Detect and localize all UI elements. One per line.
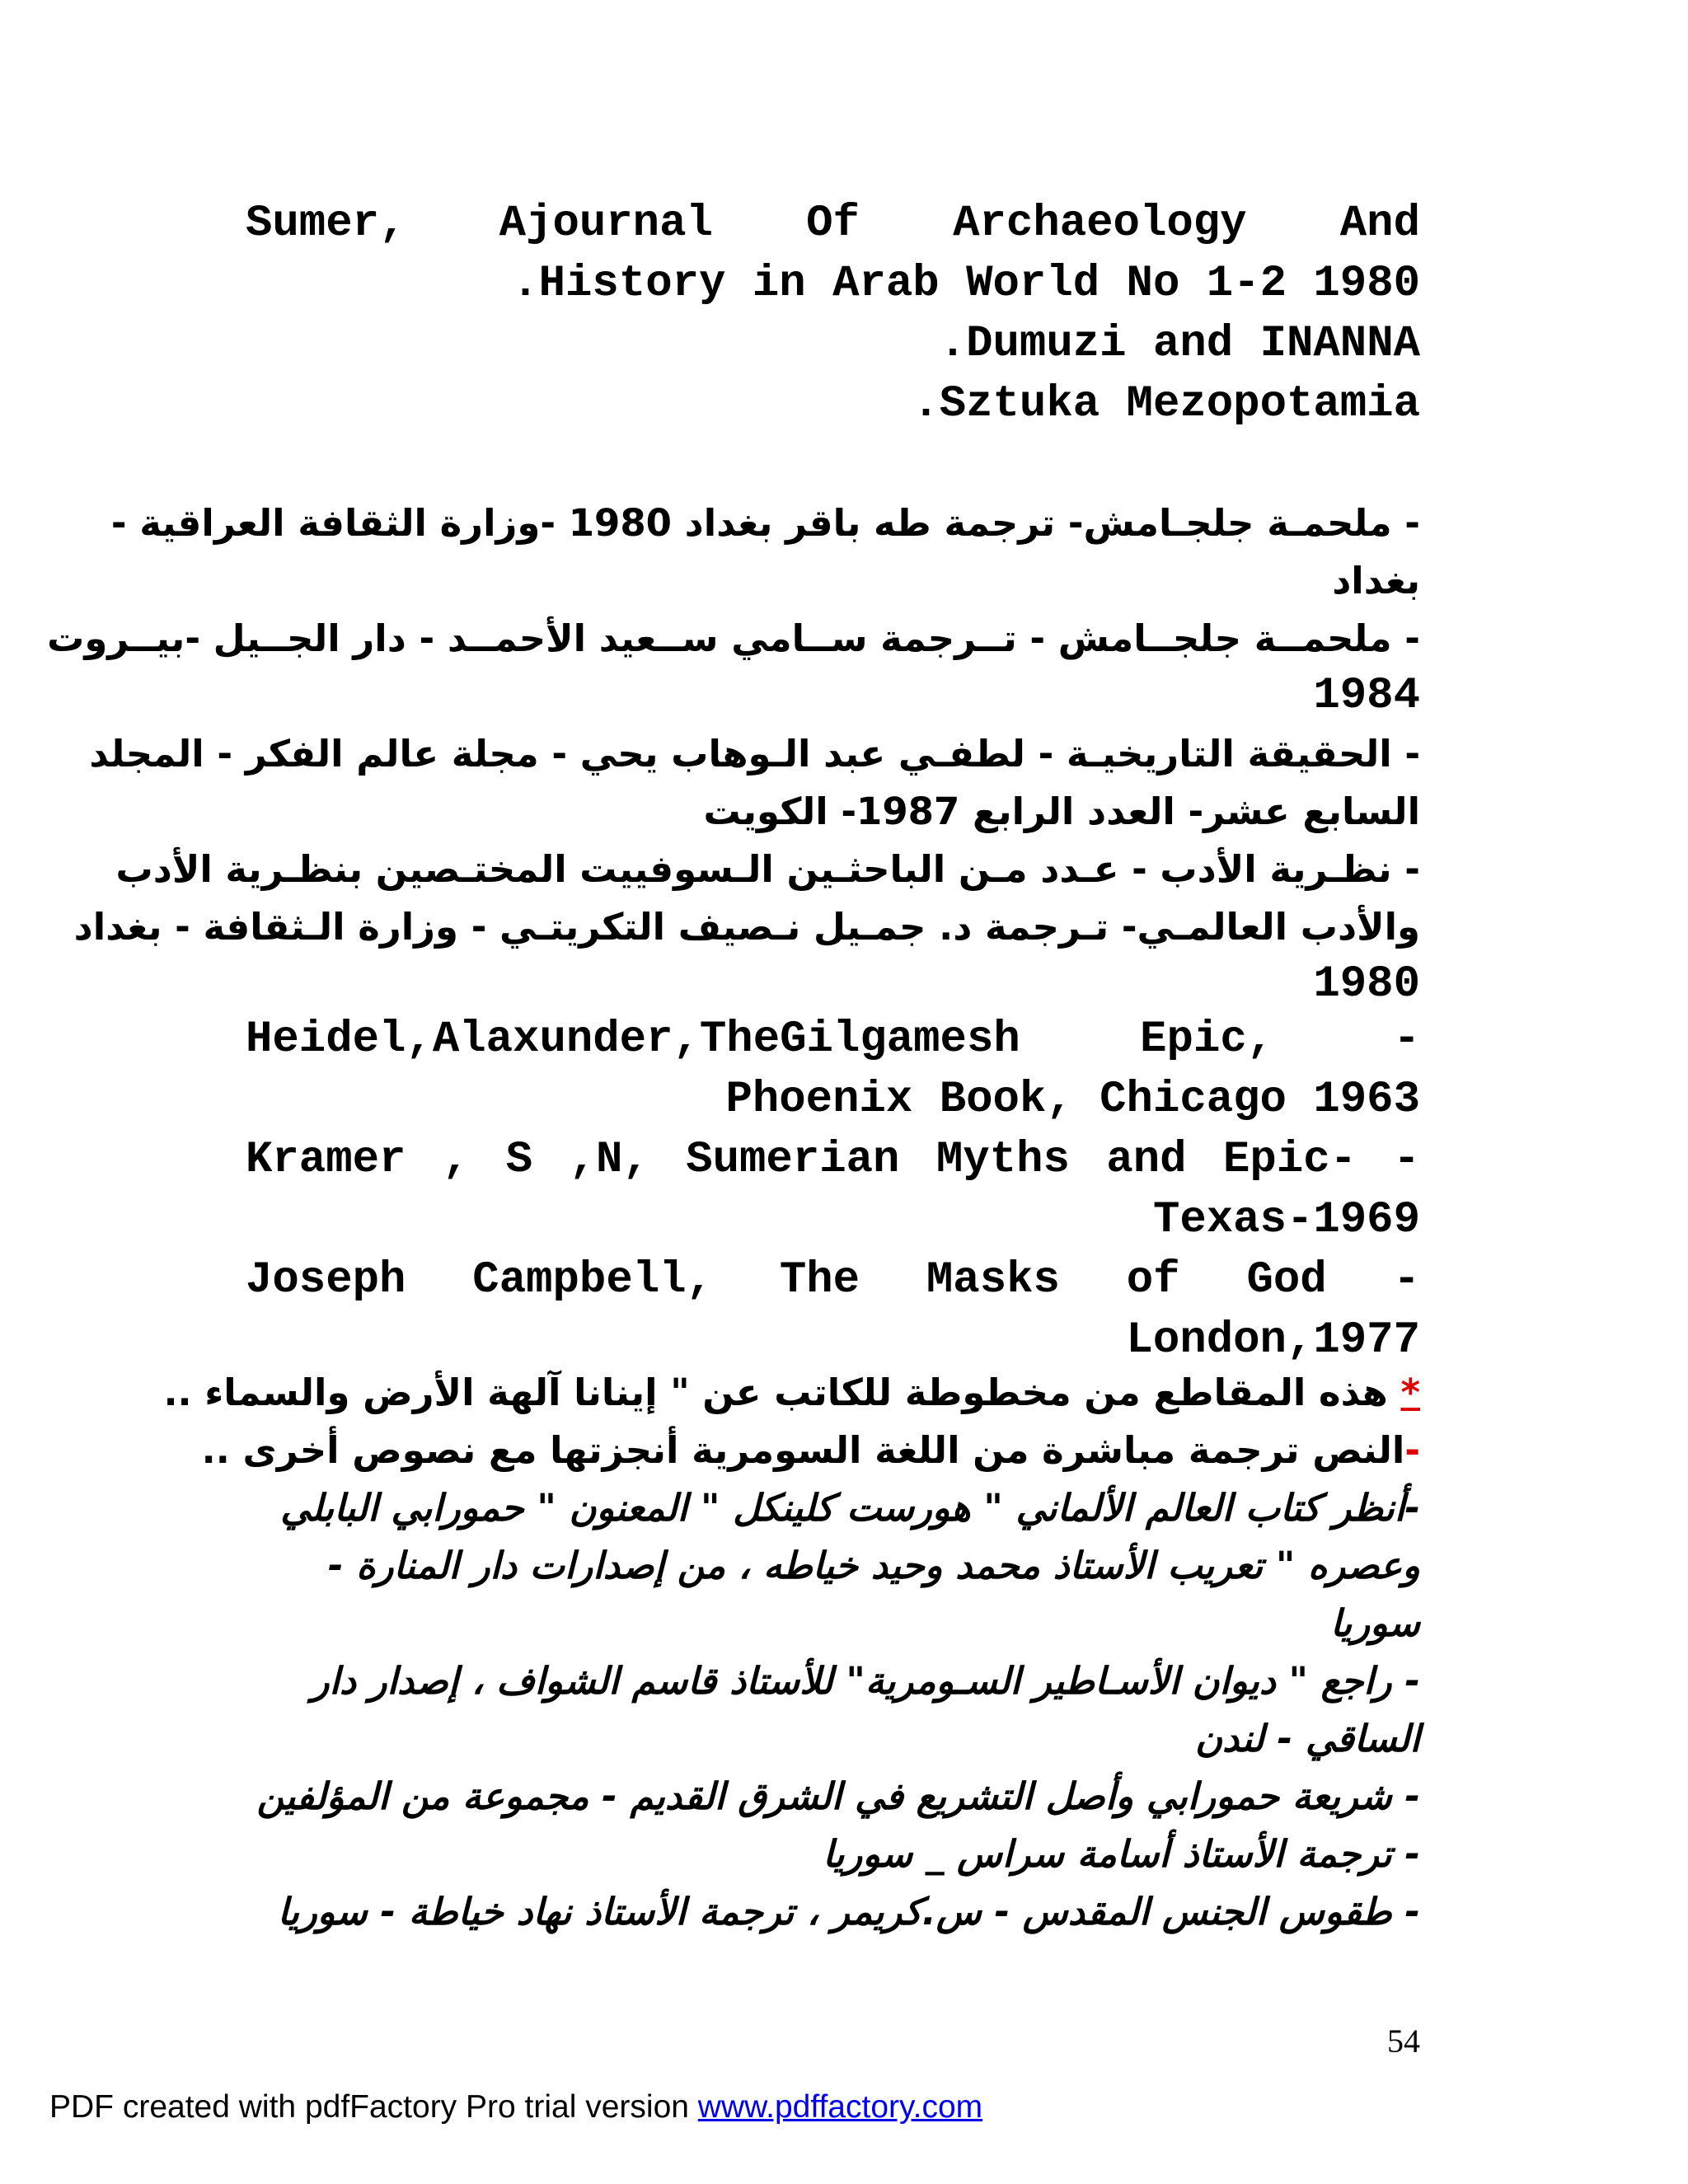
arabic-reference bbox=[73, 841, 1420, 1014]
italic-reference bbox=[246, 1479, 1420, 1652]
arabic-reference bbox=[89, 725, 1420, 841]
italic-references bbox=[246, 1479, 1420, 1941]
reference-dumuzi: .Dumuzi and INANNA bbox=[939, 319, 1420, 369]
reference-line: وعصره " تعريب الأستاذ محمد وحيد خياطه ، من إصدارات دار المنارة - bbox=[327, 1544, 1420, 1587]
ref-word: of bbox=[1126, 1255, 1180, 1305]
header-references bbox=[246, 194, 1420, 434]
reference-line: والأدب العالمـي- تـرجمة د. جمـيل نـصيف التكريتـي - وزارة الـثقافة - بغداد bbox=[73, 905, 1420, 949]
ref-word: and bbox=[1106, 1135, 1187, 1185]
ref-word: S bbox=[505, 1135, 533, 1185]
ref-word: Archaeology bbox=[953, 199, 1247, 249]
note-text: النص ترجمة مباشرة من اللغة السومرية أنجزتها مع نصوص أخرى .. bbox=[201, 1428, 1405, 1472]
page-number: 54 bbox=[1387, 2022, 1420, 2060]
reference-sumer-line1 bbox=[246, 194, 1420, 254]
ref-word: Masks bbox=[926, 1255, 1060, 1305]
ref-word: Myths bbox=[935, 1135, 1070, 1185]
ref-word: Joseph bbox=[246, 1255, 406, 1305]
ref-word: God bbox=[1246, 1255, 1327, 1305]
ref-word: The bbox=[779, 1255, 860, 1305]
reference-line: - الحقيقة التاريخيـة - لطفـي عبد الـوهاب يحي - مجلة عالم الفكر - المجلد bbox=[89, 732, 1420, 776]
reference-kramer bbox=[246, 1130, 1420, 1250]
italic-reference bbox=[246, 1883, 1420, 1941]
reference-sztuka: .Sztuka Mezopotamia bbox=[912, 379, 1420, 429]
arabic-reference bbox=[110, 494, 1420, 610]
reference-heidel bbox=[246, 1010, 1420, 1130]
reference-line: Phoenix Book, Chicago 1963 bbox=[725, 1075, 1420, 1125]
reference-line: - ملحمــة جلجــامش - تــرجمة ســامي ســعيد الأحمــد - دار الجــيل -بيــروت bbox=[47, 616, 1420, 660]
ref-word: Epic- bbox=[1223, 1135, 1357, 1185]
reference-line: 1984 bbox=[1313, 671, 1420, 721]
footer-text: PDF created with pdfFactory Pro trial version bbox=[49, 2089, 698, 2125]
reference-line: - ترجمة الأستاذ أسامة سراس _ سوريا bbox=[823, 1832, 1420, 1876]
reference-line: سوريا bbox=[1330, 1601, 1420, 1645]
ref-word: Kramer bbox=[246, 1135, 406, 1185]
ref-word: Ajournal bbox=[499, 199, 713, 249]
reference-line: - شريعة حمورابي وأصل التشريع في الشرق القديم - مجموعة من المؤلفين bbox=[256, 1774, 1420, 1818]
ref-word: - bbox=[1393, 1015, 1420, 1065]
reference-line: - نظـرية الأدب - عـدد مـن الباحثـين الـسوفييت المختـصين بنظـرية الأدب bbox=[115, 847, 1420, 891]
notes bbox=[163, 1364, 1420, 1479]
latin-references bbox=[246, 1010, 1420, 1371]
reference-campbell bbox=[246, 1250, 1420, 1371]
ref-word: - bbox=[1393, 1135, 1420, 1185]
ref-word: Epic, bbox=[1140, 1015, 1274, 1065]
reference-line: السابع عشر- العدد الرابع 1987- الكويت bbox=[703, 790, 1420, 833]
ref-word: And bbox=[1339, 199, 1420, 249]
reference-line: - طقوس الجنس المقدس - س.كريمر ، ترجمة الأستاذ نهاد خياطة - سوريا bbox=[277, 1890, 1420, 1933]
dash-marker: - bbox=[1404, 1428, 1420, 1472]
arabic-reference bbox=[47, 610, 1420, 725]
asterisk-marker: * bbox=[1400, 1371, 1420, 1414]
italic-reference bbox=[246, 1652, 1420, 1768]
ref-word: ,N, bbox=[569, 1135, 649, 1185]
reference-line: بغداد bbox=[1332, 559, 1420, 602]
reference-line: - راجع " ديوان الأسـاطير السـومرية" للأستاذ قاسم الشواف ، إصدار دار bbox=[311, 1659, 1420, 1703]
reference-line: الساقي - لندن bbox=[1194, 1717, 1420, 1760]
reference-line: Texas-1969 bbox=[1152, 1195, 1420, 1245]
pdf-footer bbox=[49, 2089, 982, 2125]
footer-link[interactable]: www.pdffactory.com bbox=[697, 2089, 983, 2125]
note-text: هذه المقاطع من مخطوطة للكاتب عن " إينانا آلهة الأرض والسماء .. bbox=[163, 1371, 1388, 1414]
reference-line: London,1977 bbox=[1126, 1315, 1420, 1366]
note-manuscript bbox=[163, 1364, 1420, 1479]
reference-sumer-line2: .History in Arab World No 1-2 1980 bbox=[512, 259, 1420, 309]
reference-line: -أنظر كتاب العالم الألماني " هورست كلينكل " المعنون " حمورابي البابلي bbox=[280, 1486, 1420, 1530]
reference-line: 1980 bbox=[1313, 959, 1420, 1010]
ref-word: Sumer, bbox=[246, 199, 406, 249]
reference-line: - ملحمـة جلجـامش- ترجمة طه باقر بغداد 1980 -وزارة الثقافة العراقية - bbox=[110, 501, 1420, 545]
ref-word: Sumerian bbox=[686, 1135, 900, 1185]
ref-word: Of bbox=[806, 199, 860, 249]
ref-word: , bbox=[442, 1135, 470, 1185]
italic-reference bbox=[246, 1768, 1420, 1883]
ref-word: Campbell, bbox=[472, 1255, 713, 1305]
ref-word: - bbox=[1393, 1255, 1420, 1305]
arabic-references bbox=[47, 494, 1420, 1014]
ref-word: Heidel,Alaxunder,TheGilgamesh bbox=[246, 1015, 1020, 1065]
